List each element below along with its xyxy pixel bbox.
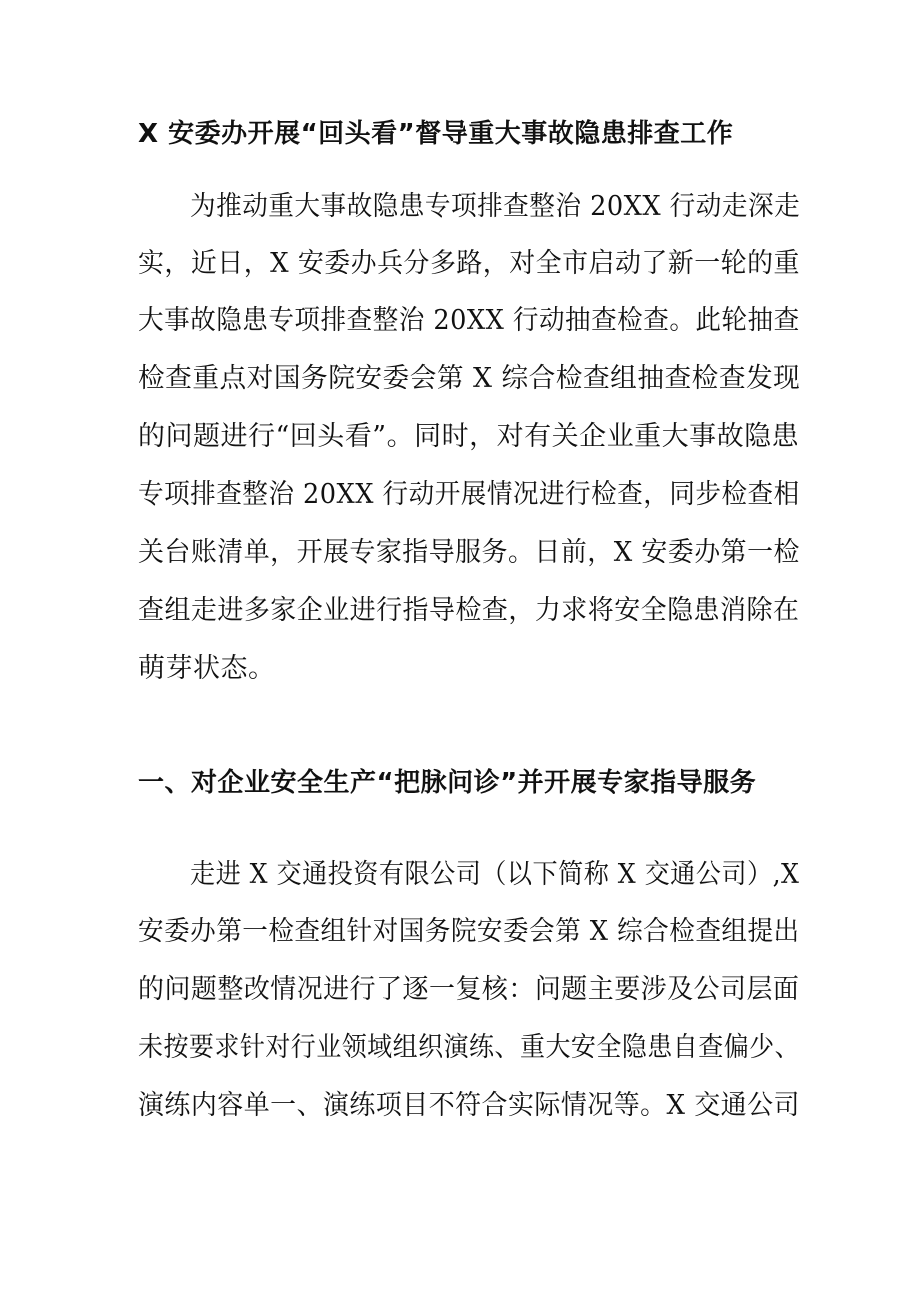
intro-line: 萌芽状态。	[138, 653, 276, 684]
document-title: X 安委办开展“回头看”督导重大事故隐患排查工作	[138, 119, 734, 149]
section-line: 未按要求针对行业领域组织演练、重大安全隐患自查偏少、	[138, 1032, 801, 1063]
intro-line: 的问题进行“回头看”。同时，对有关企业重大事故隐患	[138, 421, 800, 452]
section-line: 演练内容单一、演练项目不符合实际情况等。X 交通公司	[138, 1090, 800, 1121]
intro-line: 查组走进多家企业进行指导检查，力求将安全隐患消除在	[138, 595, 800, 626]
intro-line: 检查重点对国务院安委会第 X 综合检查组抽查检查发现	[138, 363, 801, 394]
intro-line: 大事故隐患专项排查整治 20XX 行动抽查检查。此轮抽查	[138, 305, 800, 336]
section-heading: 一、对企业安全生产“把脉问诊”并开展专家指导服务	[138, 768, 757, 798]
intro-line: 为推动重大事故隐患专项排查整治 20XX 行动走深走	[190, 191, 801, 222]
intro-line: 专项排查整治 20XX 行动开展情况进行检查，同步检查相	[138, 479, 800, 510]
section-line: 安委办第一检查组针对国务院安委会第 X 综合检查组提出	[138, 916, 800, 947]
intro-line: 实，近日，X 安委办兵分多路，对全市启动了新一轮的重	[138, 248, 800, 279]
intro-line: 关台账清单，开展专家指导服务。日前，X 安委办第一检	[138, 537, 800, 568]
section-line: 走进 X 交通投资有限公司（以下简称 X 交通公司）,X	[190, 859, 800, 890]
section-line: 的问题整改情况进行了逐一复核：问题主要涉及公司层面	[138, 974, 800, 1005]
